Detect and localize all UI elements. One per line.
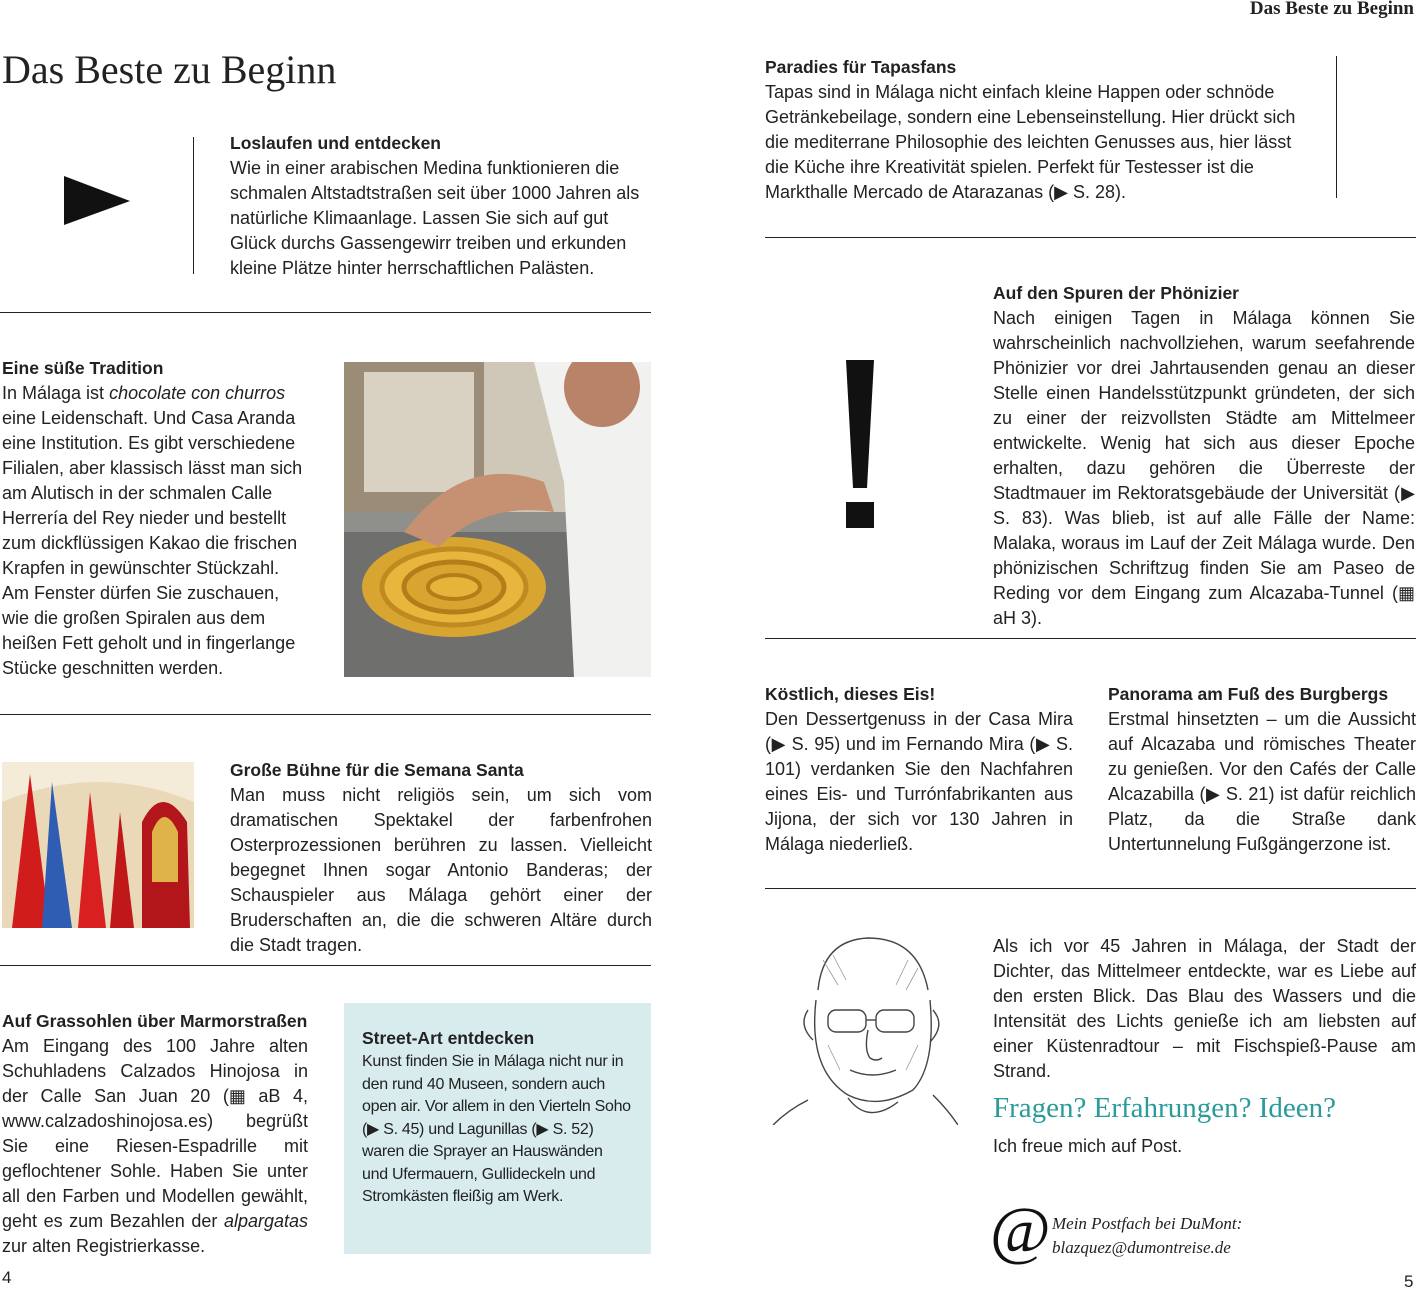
page-reference: S. 101) — [765, 734, 1074, 779]
section-heading: Eine süße Tradition — [2, 358, 164, 378]
right-triangle-icon: ▶ — [536, 1120, 549, 1138]
cta-heading: Fragen? Erfahrungen? Ideen? — [993, 1092, 1336, 1124]
text-run: eine Leidenschaft. Und Casa Aranda eine Institution. Es gibt verschiedene Filialen, aber klassisch lässt man sich am Alutisch in der schmalen Calle Herrería del Rey nieder und bestellt zum dickflüssigen Kakao die frischen Krapfen in gewünschter Stückzahl. Am Fenster dürfen Sie zuschauen, wie die großen Spiralen aus dem heißen Fett geholt und in fingerlange Stücke geschnitten werden. — [2, 408, 303, 678]
section-text — [2, 381, 308, 681]
section-text — [765, 707, 1073, 857]
section-heading: Loslaufen und entdecken — [230, 133, 441, 153]
semana-section — [230, 758, 652, 958]
right-triangle-icon: ▶ — [1205, 784, 1221, 804]
right-triangle-icon: ▶ — [1054, 182, 1068, 202]
page-reference: S. 52) — [548, 1120, 594, 1138]
text-run: Den Dessertgenuss in der Casa Mira ( — [765, 709, 1073, 754]
text-run: In Málaga ist — [2, 383, 110, 403]
divider — [765, 888, 1416, 889]
exclamation-icon — [843, 360, 877, 528]
section-text — [362, 1051, 632, 1209]
churros-photo — [344, 362, 651, 677]
divider — [765, 638, 1416, 639]
vertical-divider — [193, 137, 194, 274]
phoenizier-section — [993, 281, 1415, 631]
eis-section — [765, 682, 1073, 857]
text-run: Nach einigen Tagen in Málaga können Sie wahrscheinlich nachvollziehen, warum seefahrende Phönizier vor drei Jahrtausenden genau an dieser Stelle einen Handelsstützpunkt gründeten, der sich zu einer der reizvollsten Städte am Mittelmeer entwickelte. Wenig hat sich aus dieser Epoche erhalten, dazu gehören die Überreste der Stadtmauer im Rektoratsgebäude der Universität ( — [993, 308, 1415, 503]
section-heading: Paradies für Tapasfans — [765, 57, 957, 77]
map-icon: ▦ — [1397, 583, 1415, 603]
text-run: und Lagunillas ( — [424, 1120, 537, 1138]
play-triangle-icon — [64, 176, 132, 226]
text-run: Am Eingang des 100 Jahre alten Schuhladens Calzados Hinojosa in der Calle San Juan 20 ( — [2, 1036, 308, 1106]
text-run: Erstmal hinsetzten – um die Aussicht auf Alcazaba und römisches Theater zu genießen. Vor den Cafés der Calle Alcazabilla ( — [1108, 709, 1416, 804]
right-triangle-icon: ▶ — [1035, 734, 1051, 754]
section-heading: Street-Art entdecken — [362, 1028, 535, 1048]
section-heading: Köstlich, dieses Eis! — [765, 684, 936, 704]
page-reference: S. 83). — [993, 508, 1053, 528]
right-triangle-icon: ▶ — [1400, 483, 1416, 503]
page-reference: S. 95) — [786, 734, 841, 754]
street-art-section — [362, 1026, 632, 1209]
italic-text: chocolate con churros — [109, 383, 286, 403]
loslaufen-section — [230, 131, 652, 281]
mail-label: Mein Postfach bei DuMont: — [1052, 1214, 1243, 1233]
at-sign-icon: @ — [990, 1194, 1051, 1267]
right-triangle-icon: ▶ — [771, 734, 787, 754]
cta-subtext: Ich freue mich auf Post. — [993, 1136, 1183, 1156]
section-heading: Auf Grassohlen über Marmorstraßen — [2, 1011, 308, 1031]
map-reference: aH 3). — [993, 608, 1043, 628]
divider — [0, 965, 651, 966]
page-number-left: 4 — [2, 1268, 12, 1287]
page-reference: S. 28). — [1068, 182, 1127, 202]
section-text — [993, 306, 1415, 631]
text-run: und im Fernando Mira ( — [840, 734, 1036, 754]
section-text: Man muss nicht religiös sein, um sich vom dramatischen Spektakel der farbenfrohen Osterprozessionen berühren zu lassen. Vielleicht begegnet Ihnen sogar Antonio Banderas; der Schauspieler aus Málaga gehört einer der Bruderschaften an, die die schweren Altäre durch die Stadt tragen. — [230, 785, 652, 955]
italic-text: alpargatas — [223, 1211, 308, 1231]
mail-block — [1052, 1212, 1242, 1260]
section-heading: Auf den Spuren der Phönizier — [993, 283, 1239, 303]
author-text: Als ich vor 45 Jahren in Málaga, der Stadt der Dichter, das Mittelmeer entdeckte, war es Liebe auf den ersten Blick. Das Blau des Wassers und die Intensität des Lichts genieße ich am liebsten auf einer Küstenradtour – mit Fischspieß-Pause am Strand. — [993, 936, 1416, 1081]
text-run: waren die Sprayer an Hauswänden und Ufermauern, Gullideckeln und Stromkästen fleißig am Werk. — [362, 1143, 603, 1205]
section-text — [1108, 707, 1416, 857]
text-run: ist dafür reichlich Platz, da die Straße dank Untertunnelung Fußgängerzone ist. — [1108, 784, 1416, 854]
section-text — [765, 80, 1303, 205]
section-heading: Panorama am Fuß des Burgbergs — [1108, 684, 1389, 704]
text-run: verdanken Sie den Nachfahren eines Eis- und Turrónfabrikanten aus Jijona, der sich vor 130 Jahren in Málaga niederließ. — [765, 759, 1073, 854]
page-number-right: 5 — [1404, 1272, 1414, 1291]
mail-address[interactable]: blazquez@dumontreise.de — [1052, 1238, 1231, 1257]
procession-photo — [2, 762, 194, 928]
section-text — [2, 1034, 308, 1259]
section-heading: Große Bühne für die Semana Santa — [230, 760, 524, 780]
suesse-section — [2, 356, 308, 681]
divider — [765, 237, 1416, 238]
text-run: Was blieb, ist auf alle Fälle der Name: Malaka, woraus im Lauf der Zeit Málaga wurde. Den phönizischen Schriftzug finden Sie am Paseo de Reding vor dem Eingang zum Alcazaba-Tunnel ( — [993, 508, 1415, 603]
divider — [0, 312, 651, 313]
page-title: Das Beste zu Beginn — [2, 47, 337, 92]
text-run: www.calzadoshinojosa.es) begrüßt Sie eine Riesen-Espadrille mit geflochtener Sohle. Haben Sie unter all den Farben und Modellen gewählt, geht es zum Bezahlen der — [2, 1111, 308, 1231]
right-triangle-icon: ▶ — [367, 1120, 380, 1138]
vertical-divider — [1336, 56, 1337, 198]
panorama-section — [1108, 682, 1416, 857]
text-run: Kunst finden Sie in Málaga nicht nur in den rund 40 Museen, sondern auch open air. Vor allem in den Vierteln Soho ( — [362, 1053, 631, 1138]
tapas-section — [765, 55, 1303, 205]
section-text: Wie in einer arabischen Medina funktionieren die schmalen Altstadtstraßen seit über 1000 Jahren als natürliche Klimaanlage. Lassen Sie sich auf gut Glück durchs Gassengewirr treiben und erkunden kleine Plätze hinter herrschaftlichen Palästen. — [230, 158, 640, 278]
author-section — [993, 934, 1416, 1084]
author-portrait — [768, 930, 958, 1125]
map-reference: aB 4, — [258, 1086, 308, 1106]
grassohlen-section — [2, 1009, 308, 1259]
text-run: zur alten Registrierkasse. — [2, 1236, 206, 1256]
text-run: Tapas sind in Málaga nicht einfach kleine Happen oder schnöde Getränkebeilage, sondern eine Lebenseinstellung. Hier drückt sich die mediterrane Philosophie des leichten Genusses aus, hier lässt die Küche ihre Kreativität spielen. Perfekt für Testesser ist die Markthalle Mercado de Atarazanas ( — [765, 82, 1296, 202]
divider — [0, 714, 651, 715]
page-reference: S. 45) — [379, 1120, 425, 1138]
map-icon: ▦ — [228, 1086, 246, 1106]
running-head: Das Beste zu Beginn — [1249, 0, 1414, 19]
page-reference: S. 21) — [1220, 784, 1275, 804]
